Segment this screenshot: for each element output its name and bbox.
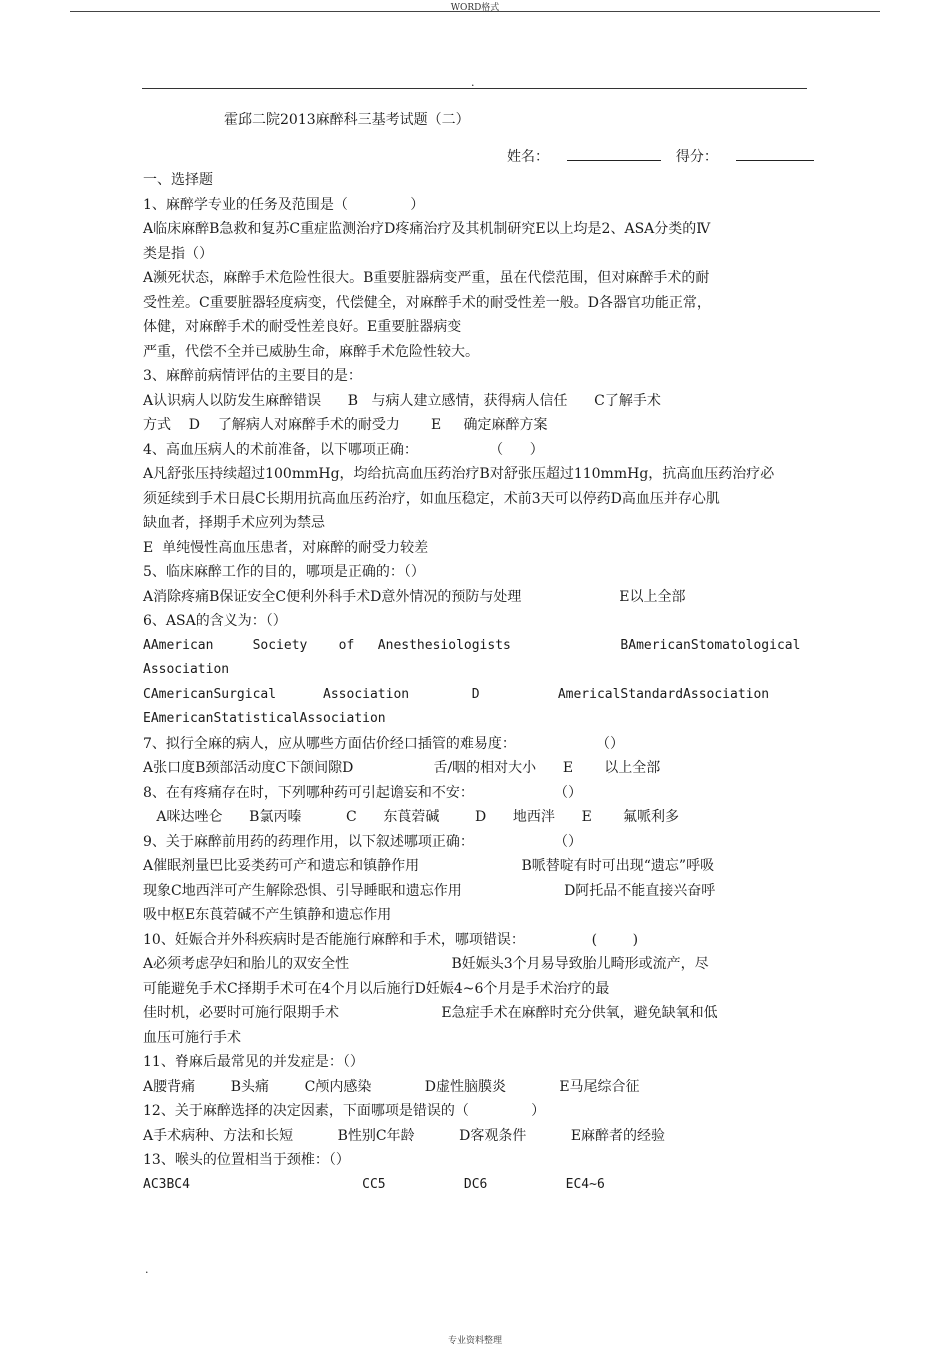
top-rule	[142, 88, 807, 89]
text-line: 9、关于麻醉前用药的药理作用，以下叙述哪项正确： （）	[143, 833, 583, 850]
text-line: A临床麻醉B急救和复苏C重症监测治疗D疼痛治疗及其机制研究E以上均是2、ASA分类的Ⅳ	[143, 221, 711, 237]
exam-fields	[507, 146, 814, 166]
text-line: 血压可施行手术	[143, 1029, 241, 1046]
text-line: AC3BC4 CC5 DC6 EC4~6	[143, 1176, 605, 1192]
text-line: 1、麻醉学专业的任务及范围是（ ）	[143, 196, 425, 213]
text-line: A张口度B颈部活动度C下颌间隙D 舌/咽的相对大小 E 以上全部	[143, 760, 661, 776]
text-line: A凡舒张压持续超过100mmHg，均给抗高血压药治疗B对舒张压超过110mmHg，抗高血压药治疗必	[143, 466, 775, 482]
header-rule	[70, 11, 880, 12]
text-line: 10、妊娠合并外科疾病时是否能施行麻醉和手术，哪项错误： ( )	[143, 931, 639, 948]
text-line: 方式 D 了解病人对麻醉手术的耐受力 E 确定麻醉方案	[143, 417, 548, 433]
text-line: AAmerican Society of Anesthesiologists BAmericanStomatological	[143, 637, 801, 653]
text-line: 6、ASA的含义为：（）	[143, 613, 287, 629]
question-body	[143, 168, 808, 1197]
text-line: 现象C地西泮可产生解除恐惧、引导睡眠和遗忘作用 D阿托品不能直接兴奋呼	[143, 882, 716, 899]
text-line: A濒死状态，麻醉手术危险性很大。B重要脏器病变严重，虽在代偿范围，但对麻醉手术的耐	[143, 270, 710, 286]
text-line: 3、麻醉前病情评估的主要目的是：	[143, 368, 362, 384]
text-line: A手术病种、方法和长短 B性别C年龄 D客观条件 E麻醉者的经验	[143, 1127, 666, 1144]
footer-label: 专业资料整理	[447, 1336, 502, 1346]
text-line: 4、高血压病人的术前准备，以下哪项正确： （ ）	[143, 441, 544, 458]
name-field[interactable]	[567, 146, 661, 161]
text-line: 7、拟行全麻的病人，应从哪些方面估价经口插管的难易度： （）	[143, 735, 625, 752]
text-line: 佳时机，必要时可施行限期手术 E急症手术在麻醉时充分供氧，避免缺氧和低	[143, 1005, 718, 1021]
text-line: A必须考虑孕妇和胎儿的双安全性 B妊娠头3个月易导致胎儿畸形或流产，尽	[143, 956, 709, 972]
text-line: Association	[143, 662, 230, 677]
text-line: 5、临床麻醉工作的目的，哪项是正确的：（）	[143, 564, 425, 580]
footer-dot: .	[145, 1263, 149, 1276]
text-line: A催眠剂量巴比妥类药可产和遗忘和镇静作用 B哌替啶有时可出现“遗忘”呼吸	[143, 858, 715, 874]
text-line: 类是指（）	[143, 245, 213, 262]
text-line: A认识病人以防发生麻醉错误 B 与病人建立感情，获得病人信任 C了解手术	[143, 392, 661, 409]
text-line: 体健，对麻醉手术的耐受性差良好。E重要脏器病变	[143, 319, 462, 335]
text-line: 严重，代偿不全并已威胁生命，麻醉手术危险性较大。	[143, 343, 479, 360]
score-field[interactable]	[736, 146, 814, 161]
text-line: 须延续到手术日晨C长期用抗高血压药治疗，如血压稳定，术前3天可以停药D高血压并存心肌	[143, 490, 720, 507]
name-label: 姓名：	[507, 149, 549, 165]
text-line: E 单纯慢性高血压患者，对麻醉的耐受力较差	[143, 539, 429, 556]
text-line: A腰背痛 B头痛 C颅内感染 D虚性脑膜炎 E马尾综合征	[143, 1078, 640, 1095]
text-line: 一、选择题	[143, 172, 213, 188]
text-line: 12、关于麻醉选择的决定因素，下面哪项是错误的（ ）	[143, 1103, 546, 1119]
text-line: A咪达唑仑 B氯丙嗪 C 东莨菪碱 D 地西泮 E 氟哌利多	[143, 809, 679, 825]
text-line: 8、在有疼痛存在时，下列哪种药可引起谵妄和不安： （）	[143, 784, 583, 801]
exam-title: 霍邱二院2013麻醉科三基考试题（二）	[224, 112, 470, 128]
text-line: 缺血者，择期手术应列为禁忌	[143, 515, 325, 531]
text-line: 吸中枢E东莨菪碱不产生镇静和遗忘作用	[143, 907, 392, 923]
text-line: 13、喉头的位置相当于颈椎：（）	[143, 1152, 350, 1168]
text-line: A消除疼痛B保证安全C便利外科手术D意外情况的预防与处理 E以上全部	[143, 588, 686, 605]
text-line: EAmericanStatisticalAssociation	[143, 711, 386, 726]
score-label: 得分：	[675, 149, 718, 165]
text-line: 受性差。C重要脏器轻度病变，代偿健全，对麻醉手术的耐受性差一般。D各器官功能正常，	[143, 294, 711, 311]
header-label: WORD格式	[450, 3, 500, 13]
header-dot: .	[471, 76, 475, 89]
text-line: 11、脊麻后最常见的并发症是：（）	[143, 1054, 364, 1070]
text-line: CAmericanSurgical Association D AmericalStandardAssociation	[143, 686, 770, 702]
text-line: 可能避免手术C择期手术可在4个月以后施行D妊娠4~6个月是手术治疗的最	[143, 980, 610, 997]
